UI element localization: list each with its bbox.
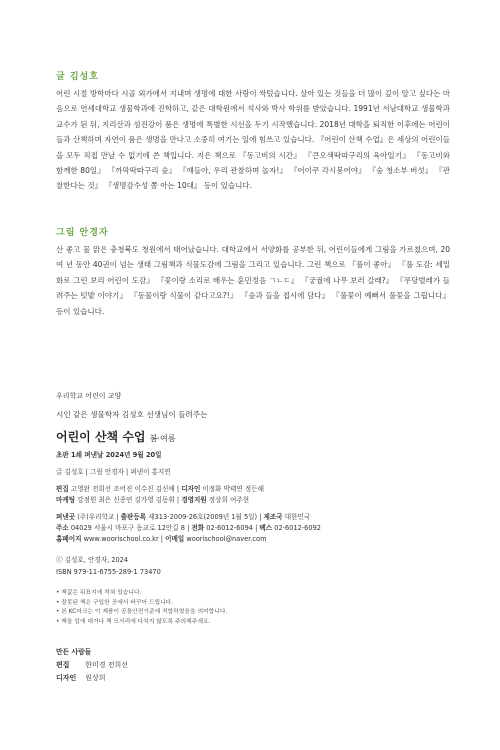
makers-names: 한미경 전희선 — [85, 661, 129, 669]
made-in: 대한민국 — [284, 513, 311, 521]
homepage-link[interactable]: www.woorischool.co.kr — [83, 535, 159, 543]
book-subtitle: 시인 같은 생물학자 김성호 선생님이 들려주는 — [56, 410, 208, 419]
notice-item: • 책값은 뒤표지에 적혀 있습니다. — [56, 589, 227, 599]
fax: 02-6012-6092 — [274, 524, 321, 532]
credits-line: 글 김성호 | 그림 안경자 | 펴낸이 홍지연 — [56, 468, 171, 476]
copyright-line: ⓒ 김성호, 안경자, 2024 — [56, 556, 129, 564]
marketing-label: 마케팅 — [56, 496, 76, 504]
address-label: 주소 — [56, 524, 69, 532]
web-line: 홈페이지 www.woorischool.co.kr | 이메일 woorischool@naver.com — [56, 535, 267, 543]
management-label: 경영지원 — [181, 496, 207, 504]
makers-role: 편집 — [56, 661, 70, 669]
phone-label: 전화 — [191, 524, 205, 532]
book-title-text: 어린이 산책 수업 — [56, 430, 146, 444]
author-heading: 글 김성호 — [56, 72, 99, 82]
illustrator-heading: 그림 안경자 — [56, 228, 109, 238]
notice-item: • 책을 입에 대거나 책 모서리에 다치지 않도록 주의해주세요. — [56, 618, 227, 628]
registration: 제313-2009-26호(2009년 1월 5일) — [148, 513, 258, 521]
editors-label: 편집 — [56, 485, 69, 493]
staff-line-2: 마케팅 강점원 최은 신종연 김가영 김동휘 | 경영지원 정상희 여주현 — [56, 496, 250, 504]
notice-list — [56, 589, 227, 627]
publisher-label: 펴낸곳 — [56, 513, 76, 521]
edition-date: 초판 1쇄 펴낸날 2024년 9월 20일 — [56, 451, 162, 459]
email-link[interactable]: woorischool@naver.com — [186, 535, 267, 543]
makers-row — [56, 659, 128, 672]
edition-line — [56, 450, 162, 461]
isbn-line: ISBN 979-11-6755-289-1 73470 — [56, 568, 161, 576]
marketing: 강점원 최은 신종연 김가영 김동휘 — [77, 496, 175, 504]
design-label: 디자인 — [181, 485, 201, 493]
book-title — [56, 428, 175, 445]
fax-label: 팩스 — [259, 524, 273, 532]
address: 04029 서울시 마포구 동교로 12안길 8 — [70, 524, 185, 532]
management: 정상희 여주현 — [208, 496, 250, 504]
editors: 고영완 전희선 조어진 이수진 김신애 — [70, 485, 175, 493]
publisher-line: 펴낸곳 (주)우리학교 | 출판등록 제313-2009-26호(2009년 1월 5일) | 제조국 대한민국 — [56, 513, 311, 521]
phone: 02-6012-6094 — [206, 524, 253, 532]
illustrator-bio: 산 좋고 물 맑은 충청북도 청원에서 태어났습니다. 대학교에서 서양화를 공부한 뒤, 어린이들에게 그림을 가르쳤으며, 20여 년 동안 40권이 넘는 생태 그림책과 식물도감에 그림을 그리고 있습니다. 그린 책으로 『풀이 좋아』 『풀 도감: 세밀화로 그린 보리 어린이 도감』 『꽃이랑 소리로 배우는 훈민정음 ㄱㄴㄷ』 『궁궐에 나무 보러 갈래?』 『무당벌레가 들려주는 텃밭 이야기』 『동물이랑 식물이 같다고요?!』 『숲과 들을 접시에 담다』 『풀꽃이 예뻐서 풀꽃을 그립니다』 등이 있습니다. — [56, 245, 450, 316]
notice-item: • 잘못된 책은 구입한 곳에서 바꾸어 드립니다. — [56, 599, 227, 609]
made-in-label: 제조국 — [263, 513, 283, 521]
author-bio: 어린 시절 방학마다 시골 외가에서 지내며 생명에 대한 사랑이 싹텄습니다. 살아 있는 것들을 더 많이 깊이 알고 싶다는 마음으로 연세대학교 생물학과에 진학하고, 같은 대학원에서 석사와 박사 학위를 받았습니다. 1991년 서남대학교 생물학과 교수가 된 뒤, 지리산과 섬진강이 품은 생명에 특별한 시선을 두기 시작했습니다. 2018년 대학을 퇴직한 이후에는 어린이들과 산책하며 자연이 품은 생명을 만나고 소중히 여기는 일에 힘쓰고 있습니다. 『어린이 산책 수업』은 세상의 어린이들을 모두 직접 만날 수 없기에 쓴 책입니다. 지은 책으로 『동고비의 시간』 『큰오색딱따구리의 육아일기』 『동고비와 함께한 80일』 『까막딱따구리 숲』 『얘들아, 우리 관찰하며 놀자!』 『어이쿠 각시붕어야』 『숲 청소부 버섯』 『관찰한다는 것』 『생명감수성 쫌 아는 10대』 등이 있습니다. — [56, 89, 450, 191]
makers-row — [56, 672, 106, 685]
makers-heading: 만든 사람들 — [56, 648, 92, 656]
notice-item: • 본 KC마크는 이 제품이 공통안전기준에 적합하였음을 의미합니다. — [56, 608, 227, 618]
registration-label: 출판등록 — [120, 513, 147, 521]
design: 이정화 박태연 정든해 — [202, 485, 264, 493]
email-label: 이메일 — [165, 535, 185, 543]
address-line: 주소 04029 서울시 마포구 동교로 12안길 8 | 전화 02-6012-6094 | 팩스 02-6012-6092 — [56, 524, 321, 532]
makers-names: 원상희 — [85, 674, 106, 682]
publisher: (주)우리학교 — [77, 513, 115, 521]
homepage-label: 홈페이지 — [56, 535, 82, 543]
series-name: 우리학교 어린이 교양 — [56, 392, 122, 400]
staff-line-1: 편집 고영완 전희선 조어진 이수진 김신애 | 디자인 이정화 박태연 정든해 — [56, 485, 264, 493]
makers-role: 디자인 — [56, 674, 77, 682]
book-title-season: 봄·여름 — [149, 434, 176, 443]
